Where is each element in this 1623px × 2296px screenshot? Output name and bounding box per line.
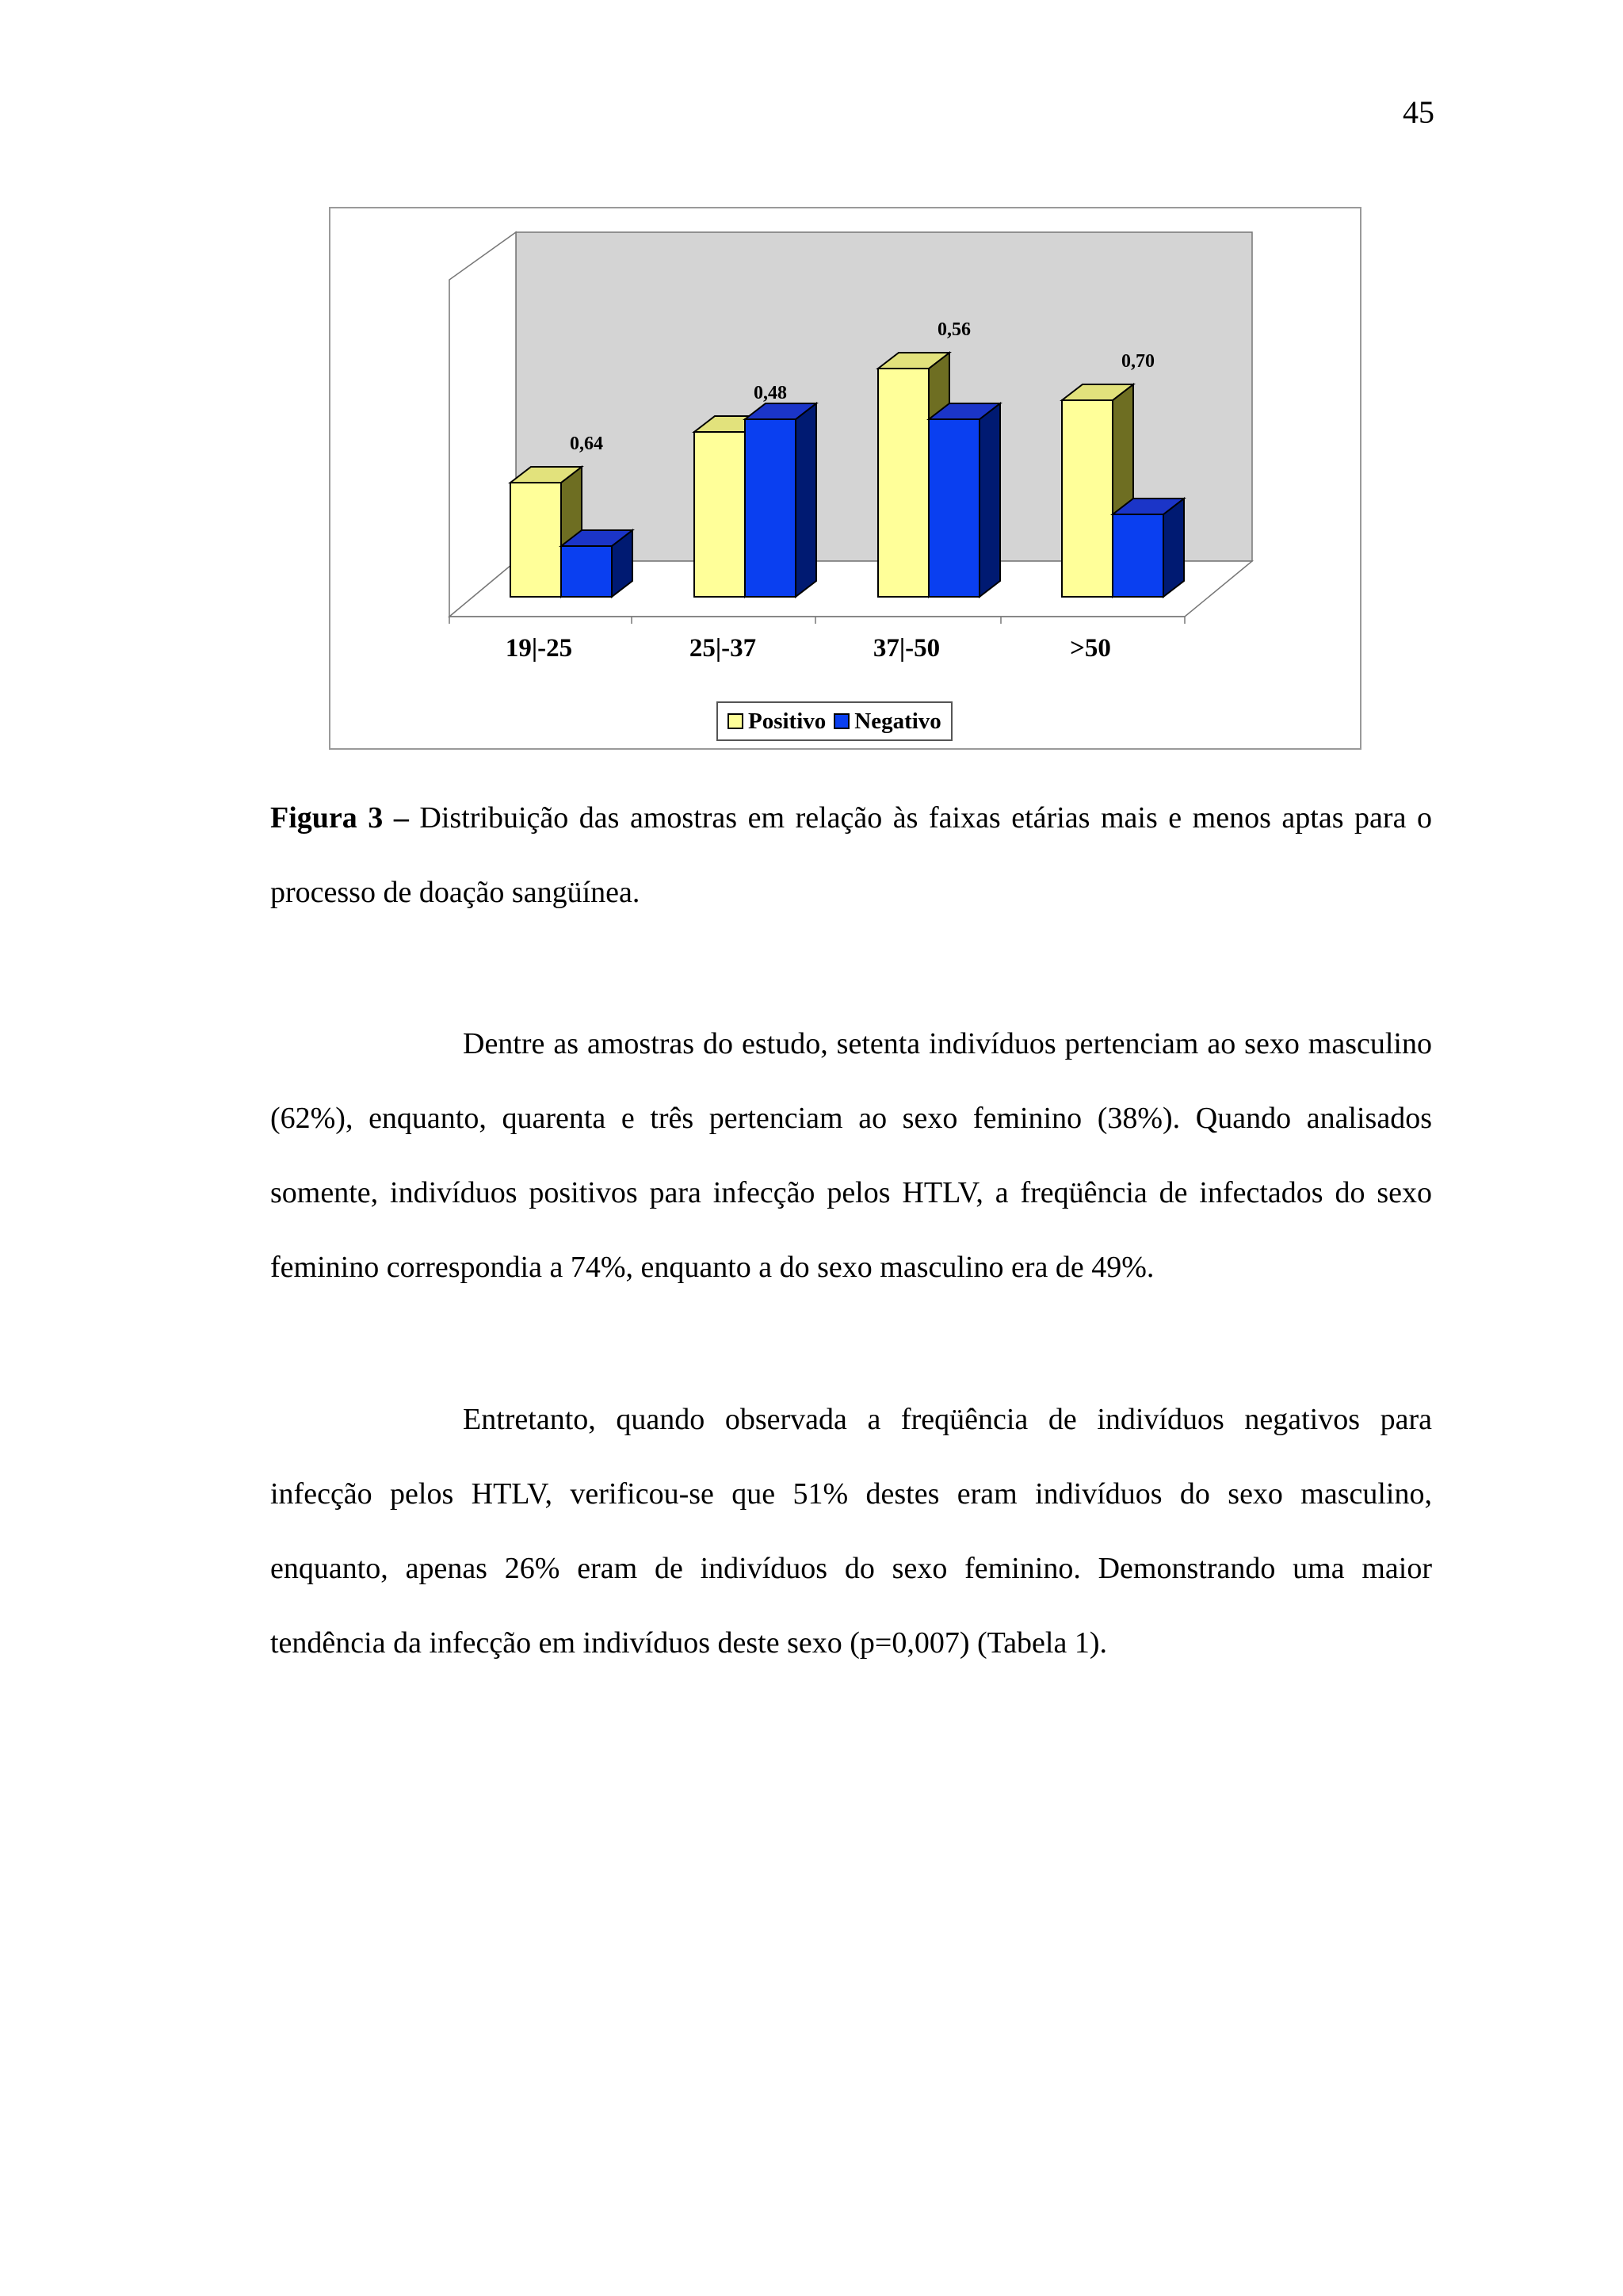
legend-swatch-positivo [727,713,743,729]
figure-caption-label: Figura 3 – [270,801,409,835]
legend-label-negativo: Negativo [854,708,941,734]
figure-caption-text: Distribuição das amostras em relação às faixas etárias mais e menos aptas para o processo de doação sangüínea. [270,801,1432,909]
bar-negativo-side [980,403,1000,597]
bar-negativo-side [1163,499,1184,597]
x-tick-label: >50 [1070,634,1111,663]
chart-legend [716,701,953,741]
x-tick-label: 19|-25 [505,634,573,663]
x-tick-label: 37|-50 [873,634,941,663]
data-label: 0,48 [754,383,787,403]
bar-chart-3d [330,208,1360,748]
data-label: 0,56 [938,319,971,340]
legend-label-positivo: Positivo [748,708,827,734]
bar-positivo [1062,400,1113,597]
legend-item-negativo [834,709,941,735]
bar-negativo [1113,514,1163,597]
bar-negativo [561,546,612,597]
legend-item-positivo [727,709,826,735]
body-paragraph-2: Entretanto, quando observada a freqüência de indivíduos negativos para infecção pelos HTLV, verificou-se que 51% destes eram indivíduos do sexo masculino, enquanto, apenas 26% eram de indivíduos do sexo feminino. Demonstrando uma maior tendência da infecção em indivíduos deste sexo (p=0,007) (Tabela 1). [270,1403,1432,1660]
figure-caption [270,781,1432,930]
bar-positivo [510,483,561,597]
chart-figure [329,207,1361,750]
data-label: 0,64 [570,434,603,454]
x-tick-label: 25|-37 [689,634,757,663]
bar-positivo [694,432,745,597]
chart-side-wall [449,232,516,617]
bar-positivo [878,369,929,597]
page-number: 45 [1403,94,1434,130]
bar-negativo [745,419,796,597]
bar-negativo [929,419,980,597]
legend-swatch-negativo [834,713,850,729]
data-label: 0,70 [1121,351,1155,372]
bar-negativo-side [796,403,816,597]
body-paragraph-1: Dentre as amostras do estudo, setenta indivíduos pertenciam ao sexo masculino (62%), enquanto, quarenta e três pertenciam ao sexo feminino (38%). Quando analisados somente, indivíduos positivos para infecção pelos HTLV, a freqüência de infectados do sexo feminino correspondia a 74%, enquanto a do sexo masculino era de 49%. [270,1027,1432,1284]
